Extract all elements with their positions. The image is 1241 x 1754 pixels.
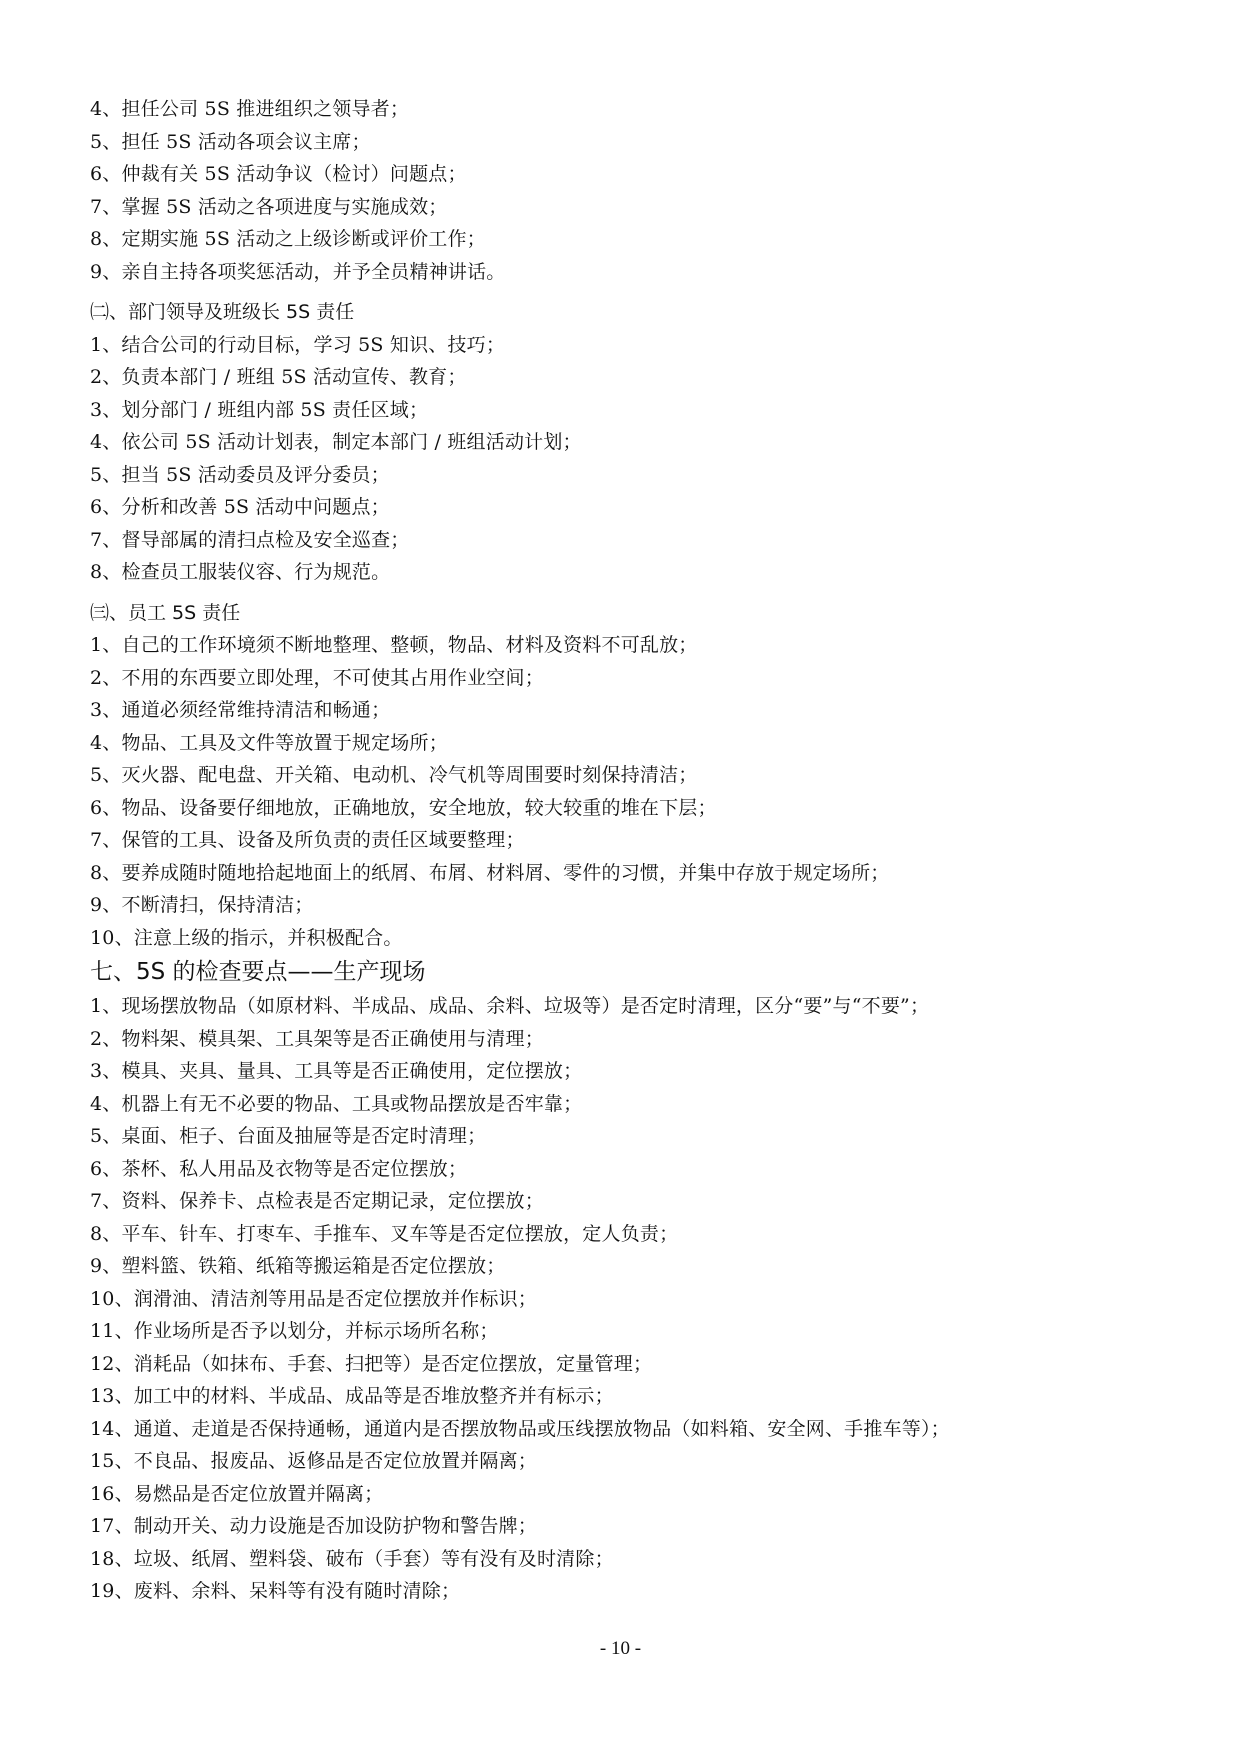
list-item: 5、灭火器、配电盘、开关箱、电动机、冷气机等周围要时刻保持清洁； [90, 764, 698, 786]
list-item: 8、检查员工服装仪容、行为规范。 [90, 561, 391, 583]
list-item: 11、作业场所是否予以划分，并标示场所名称； [90, 1320, 499, 1342]
list-item: 3、通道必须经常维持清洁和畅通； [90, 699, 391, 721]
list-item: 13、加工中的材料、半成品、成品等是否堆放整齐并有标示； [90, 1385, 614, 1407]
list-item: 8、要养成随时随地拾起地面上的纸屑、布屑、材料屑、零件的习惯，并集中存放于规定场所； [90, 861, 890, 884]
list-item: 16、易燃品是否定位放置并隔离； [90, 1482, 384, 1505]
inspection-points-list [90, 990, 1180, 1608]
list-item: 6、茶杯、私人用品及衣物等是否定位摆放； [90, 1157, 468, 1180]
list-item: 17、制动开关、动力设施是否加设防护物和警告牌； [90, 1515, 537, 1537]
page-number: - 10 - [599, 1638, 642, 1659]
list-item: 8、平车、针车、打枣车、手推车、叉车等是否定位摆放，定人负责； [90, 1222, 679, 1245]
section-heading: 七、5S 的检查要点——生产现场 [90, 959, 426, 985]
list-item: 4、担任公司 5S 推进组织之领导者； [90, 98, 410, 120]
list-item: 7、资料、保养卡、点检表是否定期记录，定位摆放； [90, 1190, 544, 1212]
list-item: 3、模具、夹具、量具、工具等是否正确使用，定位摆放； [90, 1060, 583, 1082]
list-item: 4、机器上有无不必要的物品、工具或物品摆放是否牢靠； [90, 1092, 583, 1115]
list-item: 1、自己的工作环境须不断地整理、整顿，物品、材料及资料不可乱放； [90, 634, 698, 656]
list-item: 4、物品、工具及文件等放置于规定场所； [90, 731, 448, 754]
list-item: 2、负责本部门 / 班组 5S 活动宣传、教育； [90, 366, 467, 388]
list-item: 9、塑料篮、铁箱、纸箱等搬运箱是否定位摆放； [90, 1255, 506, 1277]
leader-duties-list [90, 93, 1180, 288]
list-item: 2、不用的东西要立即处理，不可使其占用作业空间； [90, 666, 544, 689]
list-item: 1、结合公司的行动目标，学习 5S 知识、技巧； [90, 333, 506, 356]
list-item: 5、桌面、柜子、台面及抽屉等是否定时清理； [90, 1125, 487, 1147]
list-item: 8、定期实施 5S 活动之上级诊断或评价工作； [90, 228, 486, 250]
list-item: 2、物料架、模具架、工具架等是否正确使用与清理； [90, 1027, 544, 1050]
list-item: 15、不良品、报废品、返修品是否定位放置并隔离； [90, 1450, 537, 1472]
employee-duties-list [90, 629, 1180, 954]
list-item: 6、分析和改善 5S 活动中问题点； [90, 496, 390, 518]
list-item: 4、依公司 5S 活动计划表，制定本部门 / 班组活动计划； [90, 431, 582, 453]
list-item: 7、保管的工具、设备及所负责的责任区域要整理； [90, 829, 525, 851]
list-item: 1、现场摆放物品（如原材料、半成品、成品、余料、垃圾等）是否定时清理，区分“要”与“不要”； [90, 995, 930, 1017]
list-item: 6、仲裁有关 5S 活动争议（检讨）问题点； [90, 163, 467, 185]
employee-heading: ㈢、员工 5S 责任 [90, 601, 241, 624]
list-item: 7、掌握 5S 活动之各项进度与实施成效； [90, 195, 448, 218]
list-item: 5、担当 5S 活动委员及评分委员； [90, 463, 390, 486]
list-item: 9、不断清扫，保持清洁； [90, 894, 314, 916]
department-leader-list [90, 329, 1180, 589]
list-item: 7、督导部属的清扫点检及安全巡查； [90, 528, 410, 551]
list-item: 10、注意上级的指示，并积极配合。 [90, 926, 403, 949]
list-item: 12、消耗品（如抹布、手套、扫把等）是否定位摆放，定量管理； [90, 1352, 653, 1375]
list-item: 19、废料、余料、呆料等有没有随时清除； [90, 1580, 461, 1602]
list-item: 3、划分部门 / 班组内部 5S 责任区域； [90, 398, 429, 421]
list-item: 18、垃圾、纸屑、塑料袋、破布（手套）等有没有及时清除； [90, 1547, 614, 1570]
list-item: 10、润滑油、清洁剂等用品是否定位摆放并作标识； [90, 1287, 537, 1310]
page-content [90, 93, 1180, 1608]
list-item: 9、亲自主持各项奖惩活动，并予全员精神讲话。 [90, 260, 506, 283]
list-item: 14、通道、走道是否保持通畅，通道内是否摆放物品或压线摆放物品（如料箱、安全网、手推车等）； [90, 1417, 950, 1440]
department-leader-heading: ㈡、部门领导及班级长 5S 责任 [90, 301, 355, 323]
list-item: 6、物品、设备要仔细地放，正确地放，安全地放，较大较重的堆在下层； [90, 796, 717, 819]
list-item: 5、担任 5S 活动各项会议主席； [90, 130, 371, 153]
